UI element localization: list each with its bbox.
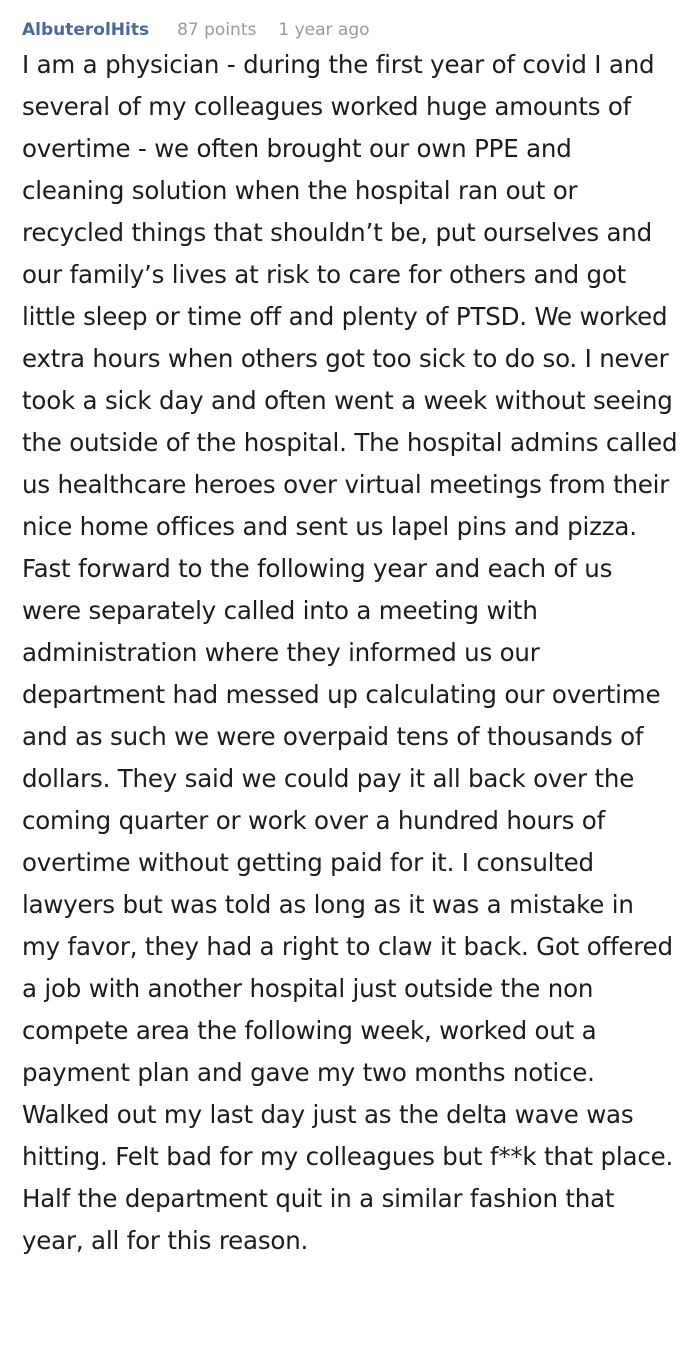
comment-body: I am a physician - during the first year of covid I and several of my colleagues worked huge amounts of overtime - we often brought our own PPE and cleaning solution when the hospital ran out or recycled things that shouldn’t be, put ourselves and our family’s lives at risk to care for others and got little sleep or time off and plenty of PTSD. We worked extra hours when others got too sick to do so. I never took a sick day and often went a week without seeing the outside of the hospital. The hospital admins called us healthcare heroes over virtual meetings from their nice home offices and sent us lapel pins and pizza. Fast forward to the following year and each of us were separately called into a meeting with administration where they informed us our department had messed up calculating our overtime and as such we were overpaid tens of thousands of dollars. They said we could pay it all back over the coming quarter or work over a hundred hours of overtime without getting paid for it. I consulted lawyers but was told as long as it was a mistake in my favor, they had a right to claw it back. Got offered a job with another hospital just outside the non compete area the following week, worked out a payment plan and gave my two months notice. Walked out my last day just as the delta wave was hitting. Felt bad for my colleagues but f**k that place. Half the department quit in a similar fashion that year, all for this reason. xyxy=(22,50,678,1255)
comment-timestamp: 1 year ago xyxy=(278,20,370,40)
comment-points: 87 points xyxy=(177,20,257,40)
comment-author-link[interactable]: AlbuterolHits xyxy=(22,20,150,40)
comment-meta xyxy=(22,16,678,44)
